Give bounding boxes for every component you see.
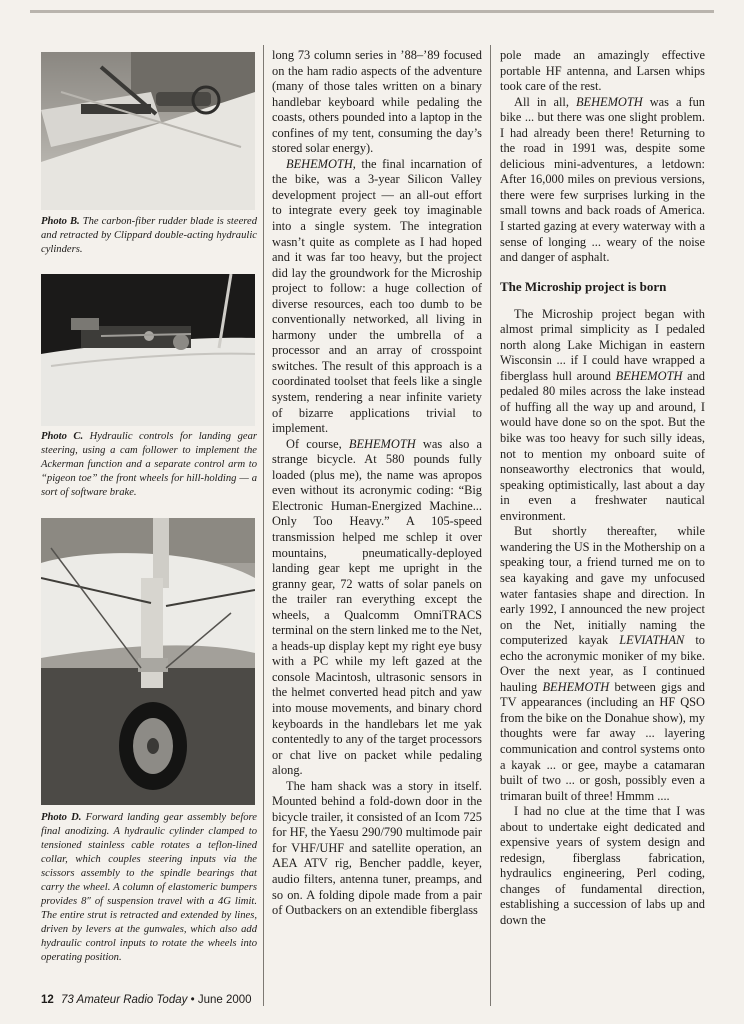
publication-name: 73 Amateur Radio Today [61,994,188,1006]
paragraph: long 73 column series in ’88–’89 focused on the ham radio aspects of the adventure (many of those tales written on a binary handlebar keyboard while pedaling the coasts, others pounded into a laptop in the confines of my tent, consuming the day’s stored solar energy). [272,48,482,156]
photo-d-caption-text: Forward landing gear assembly before final anodizing. A hydraulic cylinder clamped to tensioned stainless cable rotates a teflon-lined collar, which couples steering inputs via the scissors assembly to the spindle bearings that carry the wheel. A column of elastomeric bumpers provides 8″ of suspension travel with a 4G limit. The entire strut is retracted and extended by lines, driven by levers at the gunwales, which also add hydraulic control inputs to rotate the wheels into operating position. [41,812,257,963]
paragraph-text: But shortly thereafter, while wandering the US in the Mothership on a speaking tour, a friend turned me on to sea kayaking and gave my unfocused water fantasies shape and direction. In early 1992, I announced the new project on the Net, initially naming the computerized kayak [500,524,705,648]
article-column-right [500,48,705,1000]
photo-d-label: Photo D. [41,812,82,823]
paragraph-text: to echo the acronymic moniker of my bike. Over the next year, as I continued hauling [500,633,705,694]
italic-title: BEHEMOTH [348,436,416,451]
page-number: 12 [41,994,54,1006]
paragraph [272,157,482,437]
paragraph-text: between gigs and TV appearances (including an HF QSO from the bike on the Donahue show), my thoughts were far away ... layering communication and control systems onto a kayak ... or gee, maybe a catamaran built of two ... or gosh, possibly even a trimaran built of three! Hmmm .... [500,679,705,803]
paragraph-text: The Microship project began with almost primal simplicity as I pedaled north along Lake Michigan in eastern Wisconsin ... if I could have wrapped a fiberglass hull around [500,306,705,383]
photo-c-caption [41,430,257,500]
paragraph-text: and pedaled 80 miles across the lake instead of huffing all the way up and around, I would have done so on the spot. But the bike was too heavy for such silly ideas, not to mention my onboard suite of nonseaworthy electronics that would, speaking optimistically, last about a day in even a freshwater nautical environment. [500,368,705,523]
italic-title: BEHEMOTH [542,679,610,694]
paragraph [272,437,482,779]
paragraph-text: Of course, [286,436,349,451]
paragraph: The ham shack was a story in itself. Mounted behind a fold-down door in the bicycle trailer, it consisted of an Icom 725 for HF, the Yaesu 290/790 multimode pair for VHF/UHF and satellite operation, an AEA ATV rig, Bencher paddle, keyer, audio filters, antenna tuner, preamps, and so on. A folding dipole made from a pair of Outbackers on an extendible fiberglass [272,778,482,918]
paragraph [500,524,705,804]
paragraph: I had no clue at the time that I was about to undertake eight dedicated and expensive years of system design and redesign, fiberglass fabrication, hydraulics engineering, Perl coding, changes of fundamental direction, establishing a succession of labs up and down the [500,804,705,927]
photo-b-caption-text: The carbon-fiber rudder blade is steered and retracted by Clippard double-acting hydraulic cylinders. [41,216,258,255]
italic-title: BEHEMOTH [615,368,683,383]
column-divider-1 [263,45,264,1006]
paragraph-text: was also a strange bicycle. At 580 pounds fully loaded (plus me), the name was apropos even without its acronymic coding: “Big Electronic Human-Energized Machine... Only Too Heavy.” A 105-speed transmission helped me schlep it over mountains, pneumatically-deployed landing gear kept me upright in the granny gear, 72 watts of solar panels on the trailer ran everything except the wheels, a Qualcomm OmniTRACS terminal on the stern linked me to the Net, a heads-up display kept my right eye busy with a PC while my left gazed at the console Macintosh, ultrasonic sensors in the helmet converted head pitch and yaw into mouse movements, and binary chord keyboards in the handlebars let me yak contentedly to any of the target processors or chat live on packet while pedaling along. [272,436,482,778]
photo-b-rudder [41,52,255,210]
paragraph-text: was a fun bike ... but there was one slight problem. I had already been there! Returning to the road in 1991 was, despite some delicious mini-adventures, a letdown: After 16,000 miles on previous versions, there were few surprises lurking in the small towns and back roads of America. I started gazing at every waterway with a sense of longing ... weary of the noise and danger of asphalt. [500,94,705,265]
photo-b-label: Photo B. [41,216,80,227]
photo-c-label: Photo C. [41,431,84,442]
paragraph-text: , the final incarnation of the bike, was a 3-year Silicon Valley development project — an all-out effort to integrate every geek toy imaginable into a single system. The integration wasn’t quite as complete as I had hoped and it was far too heavy, but the project did lay the groundwork for the Microship project to follow: a huge collection of diverse resources, each too dumb to be conventionally networked, all living in harmony under the umbrella of a processor and an array of crosspoint switches. The result of this approach is a coordinated toolset that feels like a single system, rendering a near infinite variety of bizarre applications trivial to implement. [272,156,482,436]
paragraph-text: All in all, [514,94,576,109]
photo-d-caption [41,811,257,965]
photo-d-landing-gear [41,518,255,805]
photo-c-hydraulic-controls [41,274,255,426]
paragraph [500,307,705,525]
paragraph: pole made an amazingly effective portable HF antenna, and Larsen whips took care of the rest. [500,48,705,94]
paragraph [500,95,705,266]
page-footer [41,994,252,1006]
article-column-middle [272,48,482,1000]
photo-c-caption-text: Hydraulic controls for landing gear steering, using a cam follower to implement the Ackerman function and a separate control arm to “pigeon toe” the front wheels for hill-holding — a sort of software brake. [41,431,257,498]
photo-b-caption [41,215,257,257]
section-heading: The Microship project is born [500,278,667,294]
column-divider-2 [490,45,491,1006]
italic-title: BEHEMOTH [286,156,353,171]
footer-separator: • [190,994,195,1006]
top-rule [30,10,714,13]
italic-title: BEHEMOTH [575,94,643,109]
italic-title: LEVIATHAN [619,633,685,648]
issue-date: June 2000 [197,994,252,1006]
